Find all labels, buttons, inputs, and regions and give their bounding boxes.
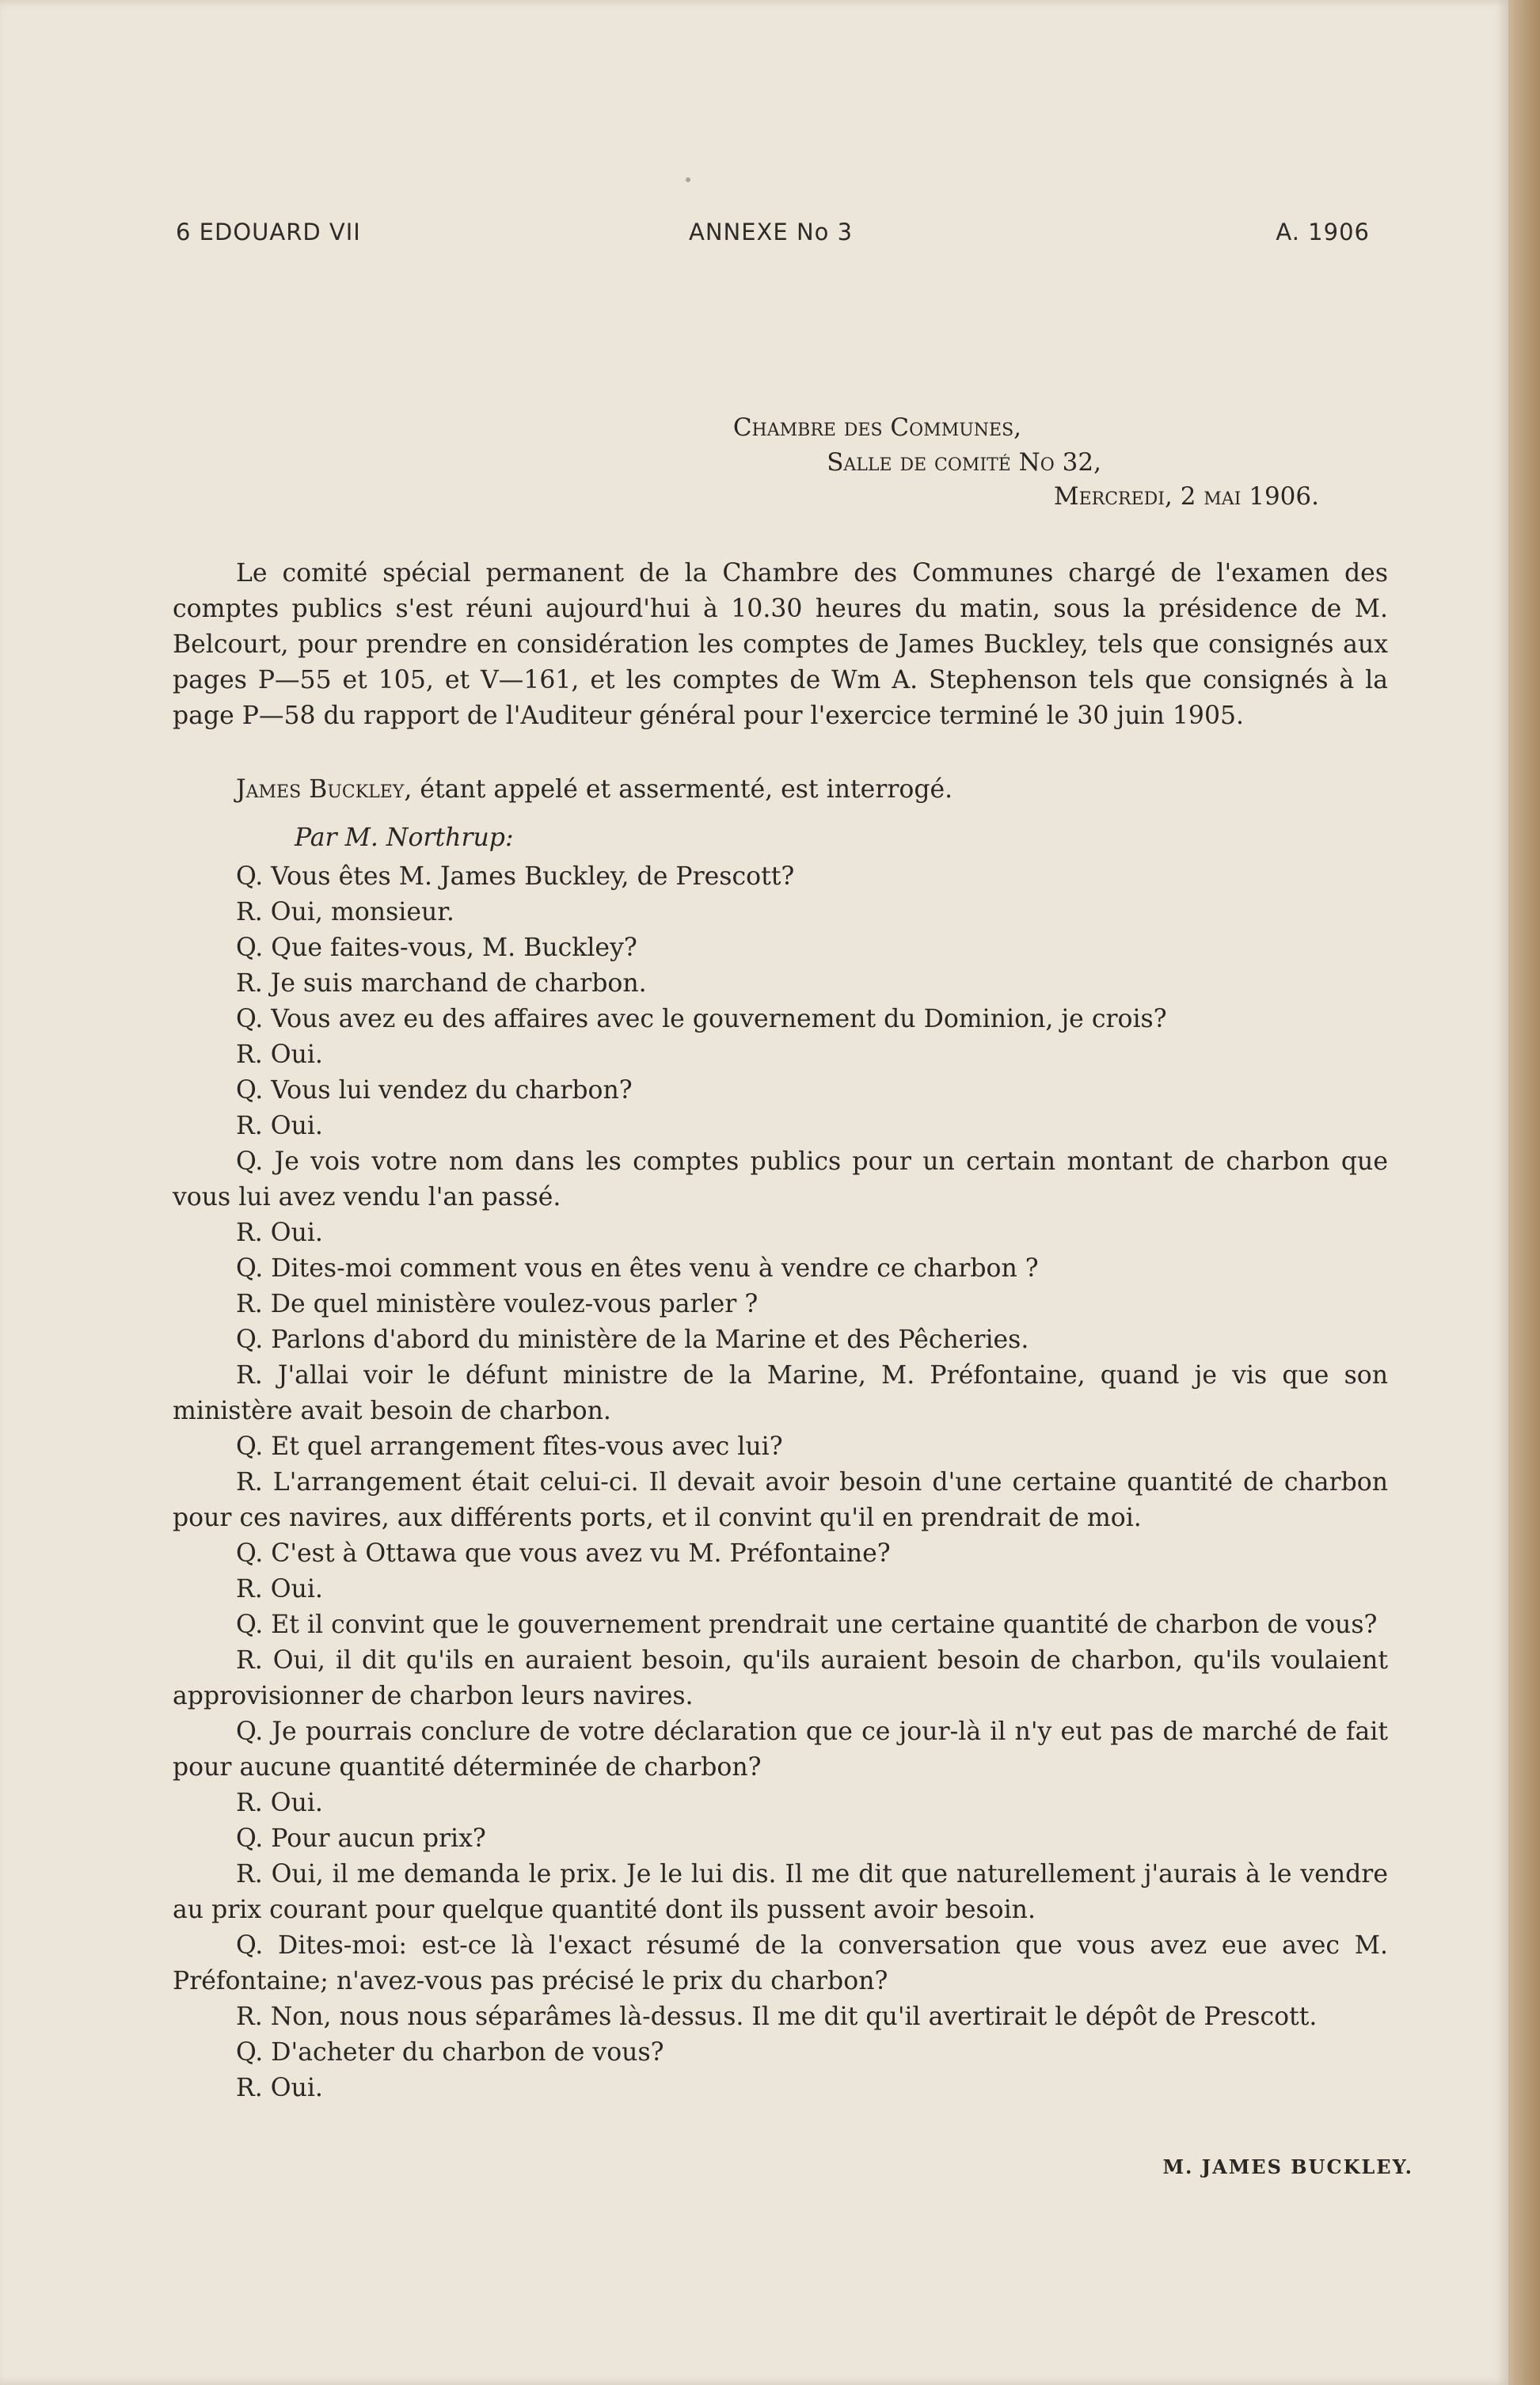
qa-line: Q. Et il convint que le gouvernement prendrait une certaine quantité de charbon de vous? [236,1611,1378,1639]
qa-line: R. Oui. [236,1575,323,1603]
qa-line: Q. Vous lui vendez du charbon? [236,1076,633,1105]
qa-line: Q. Pour aucun prix? [236,1824,486,1853]
intro-paragraph: Le comité spécial permanent de la Chambre des Communes chargé de l'examen des comptes publics s'est réuni aujourd'hui à 10.30 heures du matin, sous la présidence de M. Belcourt, pour prendre en considération les comptes de James Buckley, tels que consignés aux pages P—55 et 105, et V—161, et les comptes de Wm A. Stephenson tels que consignés à la page P—58 du rapport de l'Auditeur général pour l'exercice terminé le 30 juin 1905. [173,559,1388,730]
qa-line: Q. Et quel arrangement fîtes-vous avec lui? [236,1432,783,1461]
qa-line: R. Oui. [236,2074,323,2102]
header-right: A. 1906 [1276,219,1370,245]
location-line-2: Salle de comité No 32, [827,448,1101,477]
header-left: 6 EDOUARD VII [176,219,361,245]
qa-list [173,859,1388,2106]
qa-line: Q. Que faites-vous, M. Buckley? [236,934,637,962]
qa-line: R. Oui. [236,1789,323,1817]
qa-line: R. J'allai voir le défunt ministre de la Marine, M. Préfontaine, quand je vis que son ministère avait besoin de charbon. [173,1361,1388,1425]
witness-line [173,772,1388,808]
qa-line: Q. Je pourrais conclure de votre déclaration que ce jour-là il n'y eut pas de marché de fait pour aucune quantité déterminée de charbon? [173,1717,1388,1782]
location-line-3 [0,482,1319,511]
qa-line: R. Oui, il me demanda le prix. Je le lui dis. Il me dit que naturellement j'aurais à le vendre au prix courant pour quelque quantité dont ils pussent avoir besoin. [173,1860,1388,1924]
date-day: Mercredi, [1053,482,1173,511]
minutes-body [173,556,1388,2106]
date-value: 2 mai 1906. [1180,482,1319,511]
qa-line: R. Oui, il dit qu'ils en auraient besoin, qu'ils auraient besoin de charbon, qu'ils voulaient approvisionner de charbon leurs navires. [173,1646,1388,1710]
signature-line: M. JAMES BUCKLEY. [1162,2155,1413,2178]
qa-line: Q. Dites-moi comment vous en êtes venu à vendre ce charbon ? [236,1254,1039,1283]
qa-line: Q. Dites-moi: est-ce là l'exact résumé de la conversation que vous avez eue avec M. Préfontaine; n'avez-vous pas précisé le prix du charbon? [173,1931,1388,1995]
qa-line: R. Je suis marchand de charbon. [236,969,647,998]
examiner-heading: Par M. Northrup: [295,824,514,852]
qa-line: R. Oui, monsieur. [236,898,454,926]
qa-line: R. Oui. [236,1040,323,1069]
page-edge [1508,0,1540,2385]
paper-speck [686,177,690,182]
qa-line: R. L'arrangement était celui-ci. Il devait avoir besoin d'une certaine quantité de charbon pour ces navires, aux différents ports, et il convint qu'il en prendrait de moi. [173,1468,1388,1532]
qa-line: Q. C'est à Ottawa que vous avez vu M. Préfontaine? [236,1539,891,1568]
qa-line: R. Oui. [236,1219,323,1247]
qa-line: Q. D'acheter du charbon de vous? [236,2038,664,2067]
header-center: ANNEXE No 3 [689,219,854,245]
qa-line: R. De quel ministère voulez-vous parler ? [236,1290,759,1318]
qa-line: Q. Vous êtes M. James Buckley, de Prescott? [236,862,795,891]
qa-line: Q. Je vois votre nom dans les comptes publics pour un certain montant de charbon que vous lui avez vendu l'an passé. [173,1147,1388,1212]
witness-text: étant appelé et assermenté, est interrogé. [420,775,953,804]
witness-name: James Buckley, [236,775,413,804]
location-line-1: Chambre des Communes, [732,413,1021,442]
qa-line: R. Oui. [236,1112,323,1140]
qa-line: Q. Parlons d'abord du ministère de la Marine et des Pêcheries. [236,1326,1029,1354]
qa-line: R. Non, nous nous séparâmes là-dessus. Il me dit qu'il avertirait le dépôt de Prescott. [236,2003,1318,2031]
qa-line: Q. Vous avez eu des affaires avec le gouvernement du Dominion, je crois? [236,1005,1167,1033]
running-header [176,219,1370,250]
